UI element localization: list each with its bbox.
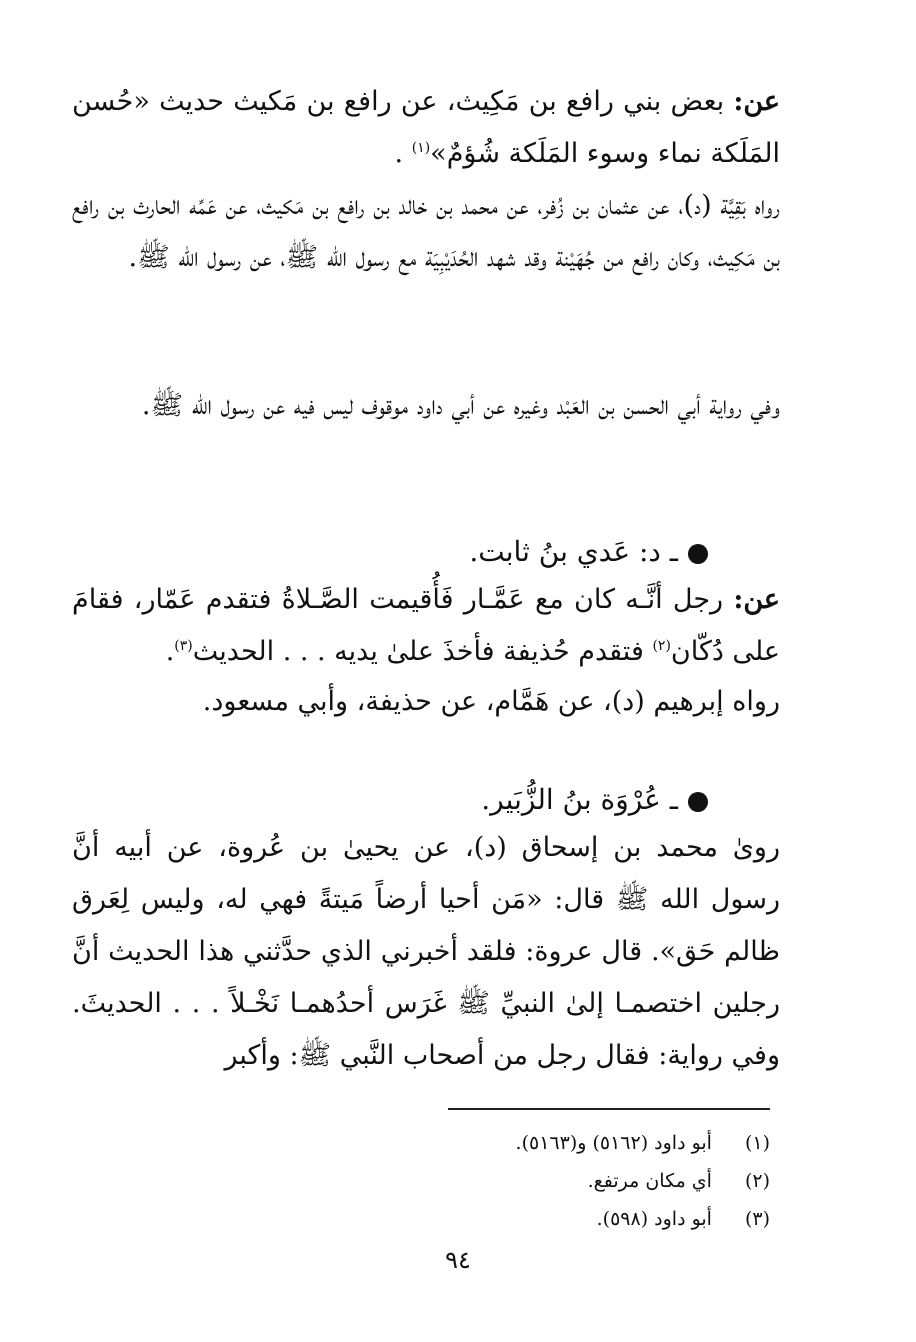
footnote-divider	[448, 1108, 770, 1110]
footnote-ref-1: (١)	[411, 140, 431, 156]
footnote-number: (٣)	[744, 1208, 770, 1230]
entry2-paragraph1	[72, 574, 780, 678]
entry1-paragraph2: رواه بَقِيَّة (د)، عن عثمان بن زُفر، عن محمد بن خالد بن رافع بن مَكيث، عن عَمِّه الحارث بن رافع بن مَكِيث، وكان رافع من جُهَيْنة وقد شهد الحُدَيْبِيَة مع رسول الله ﷺ، عن رسول الله ﷺ.	[72, 190, 780, 273]
page-number: ٩٤	[445, 1246, 471, 1274]
bullet-icon	[688, 792, 708, 812]
footnotes	[300, 1124, 770, 1238]
entry2-text-end: .	[165, 636, 175, 667]
entry3-heading-text: ـ عُرْوَة بنُ الزُّبَير.	[481, 783, 678, 816]
entry3-heading	[72, 776, 708, 824]
footnote-item	[300, 1124, 770, 1162]
entry1-line2-end: .	[394, 138, 404, 169]
entry1-line2: حديث «حُسن المَلَكة نماء وسوء المَلَكة شُؤمٌ»	[72, 86, 780, 169]
entry2-lead: عن:	[733, 584, 780, 615]
footnote-item	[300, 1200, 770, 1238]
entry3-paragraph1: روىٰ محمد بن إسحاق (د)، عن يحيىٰ بن عُروة، عن أبيه أنَّ رسول الله ﷺ قال: «مَن أحيا أرضاً مَيتةً فهي له، وليس لِعَرق ظالم حَق». قال عروة: فلقد أخبرني الذي حدَّثني هذا الحديث أنَّ رجلين اختصمـا إلىٰ النبيِّ ﷺ غَرَس أحدُهمـا نَخْـلاً . . . الحديثَ. وفي رواية: فقال رجل من أصحاب النَّبي ﷺ: وأكبر	[72, 832, 780, 1071]
entry2-heading	[72, 528, 708, 576]
bullet-icon	[688, 544, 708, 564]
entry2-heading-text: ـ د: عَدي بنُ ثابت.	[469, 535, 678, 568]
footnote-number: (٢)	[744, 1170, 770, 1192]
footnote-number: (١)	[744, 1132, 770, 1154]
footnote-text: أبو داود (٥١٦٢) و(٥١٦٣).	[515, 1132, 712, 1154]
entry2-text-b: فتقدم حُذيفة فأخذَ علىٰ يديه . . . الحديث	[192, 636, 644, 667]
footnote-text: أي مكان مرتفع.	[587, 1170, 712, 1192]
footnote-text: أبو داود (٥٩٨).	[596, 1208, 712, 1230]
entry1-paragraph1	[72, 76, 780, 180]
entry1-lead: عن:	[733, 86, 780, 117]
entry1-line1: بعض بني رافع بن مَكِيث، عن رافع بن مَكيث	[233, 86, 725, 117]
footnote-item	[300, 1162, 770, 1200]
footnote-ref-3: (٣)	[174, 638, 193, 654]
entry2-paragraph2: رواه إبرهيم (د)، عن هَمَّام، عن حذيفة، وأبي مسعود.	[202, 686, 780, 717]
footnote-ref-2: (٢)	[652, 638, 671, 654]
entry2-text-a: رجل أنَّـه كان مع عَمَّـار فَأُقيمت الصَّـلاةُ فتقدم عَمّار، فقامَ على دُكّان	[72, 584, 780, 667]
entry1-paragraph3: وفي رواية أبي الحسن بن العَبْد وغيره عن أبي داود موقوف ليس فيه عن رسول الله ﷺ.	[141, 390, 780, 421]
